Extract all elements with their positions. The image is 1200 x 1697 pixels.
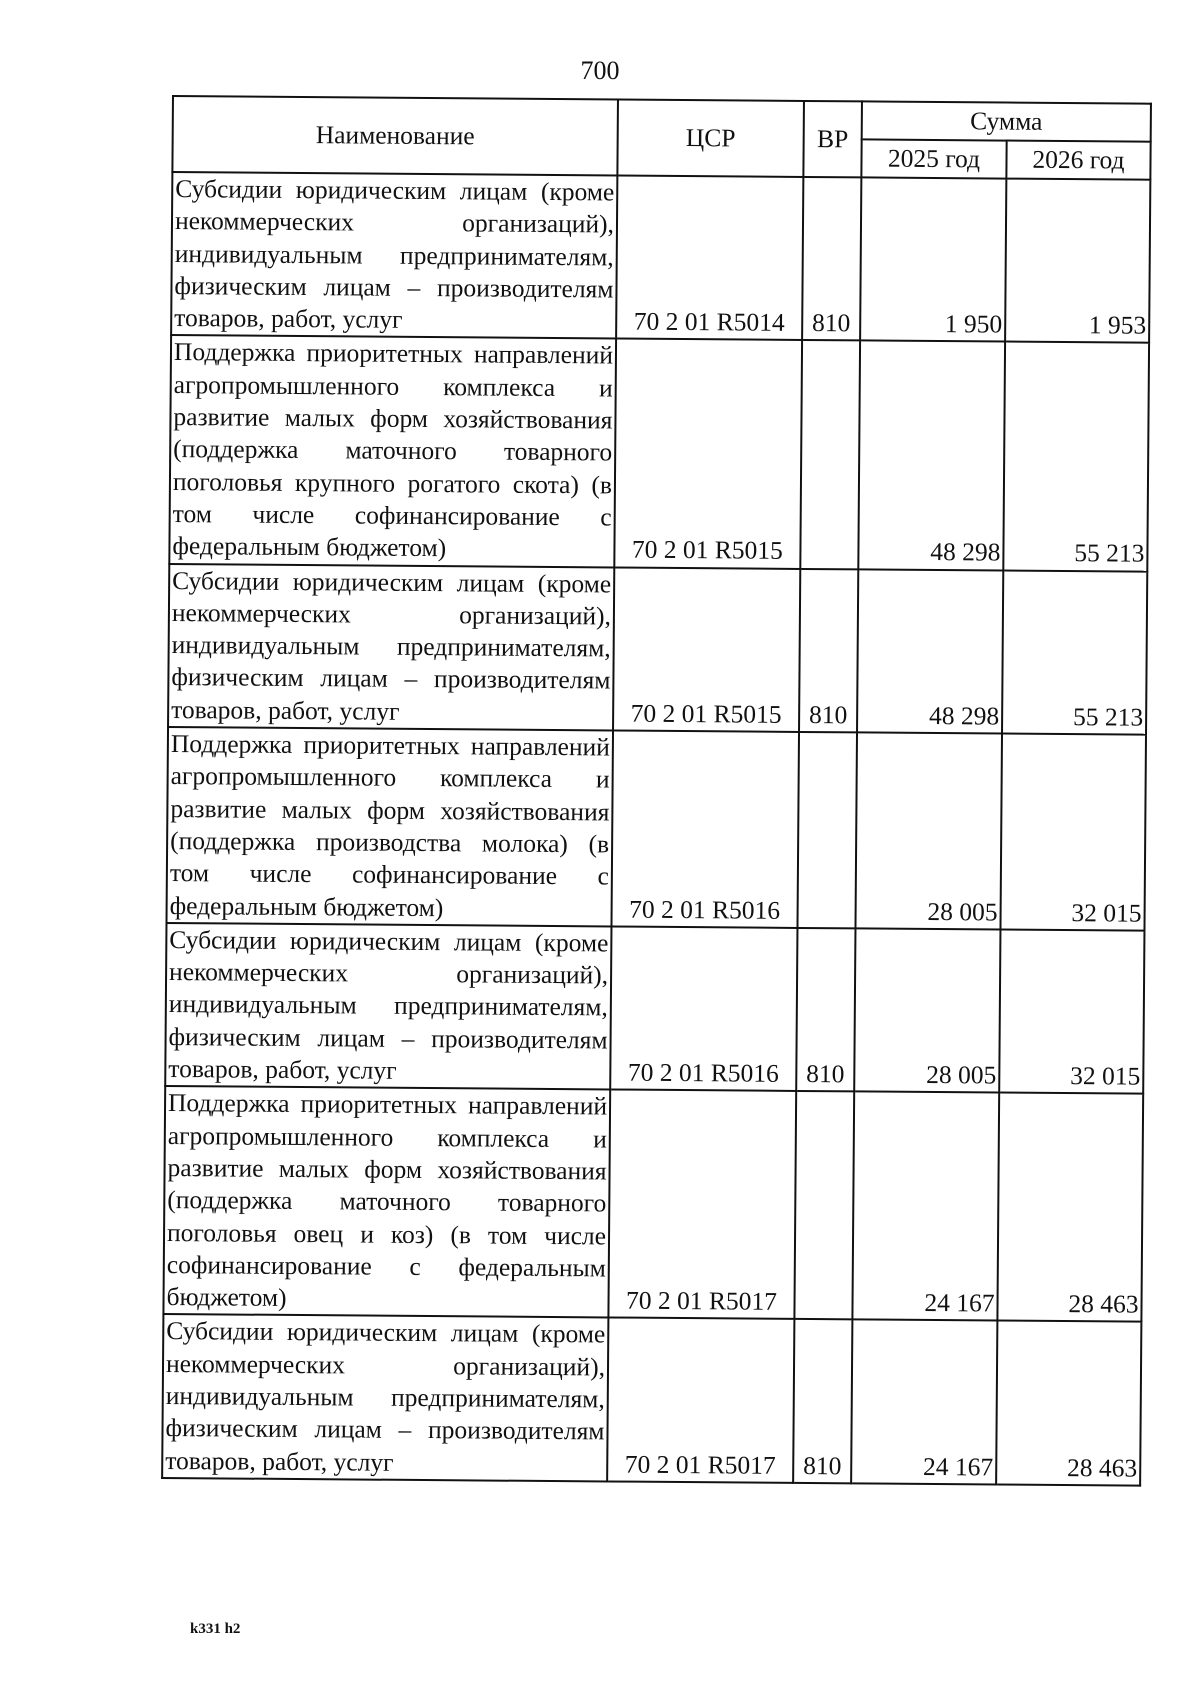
footer-document-code: k331 h2 — [190, 1621, 241, 1637]
table-row — [165, 923, 1144, 1094]
table-row — [166, 727, 1146, 930]
header-year-2026: 2026 год — [1006, 141, 1150, 180]
row-csr: 70 2 01 R5016 — [611, 731, 799, 928]
header-csr: ЦСР — [617, 100, 804, 177]
page-number: 700 — [580, 56, 620, 85]
table-header — [172, 96, 1151, 180]
row-amount-2025: 48 298 — [857, 569, 1003, 734]
row-amount-2026: 1 953 — [1005, 179, 1150, 344]
row-name: Субсидии юридическим лицам (кроме некоммерческих организаций), индивидуальным предпринимателям, физическим лицам – производителям товаров, работ, услуг — [162, 1314, 608, 1481]
row-amount-2026: 55 213 — [1003, 342, 1149, 571]
row-name: Поддержка приоритетных направлений агропромышленного комплекса и развитие малых форм хозяйствования (поддержка производства молока) (в том числе софинансирование с федеральным бюджетом) — [166, 727, 613, 926]
row-amount-2025: 1 950 — [860, 177, 1006, 342]
row-name: Поддержка приоритетных направлений агропромышленного комплекса и развитие малых форм хозяйствования (поддержка маточного товарного поголовья овец и коз) (в том числе софинансирование с федеральным бюджетом) — [163, 1086, 610, 1318]
row-vr: 810 — [799, 569, 858, 733]
header-sum: Сумма — [862, 101, 1151, 141]
row-vr — [794, 1091, 854, 1320]
row-amount-2026: 28 463 — [996, 1321, 1141, 1486]
row-vr — [797, 732, 857, 928]
row-amount-2026: 28 463 — [997, 1093, 1143, 1322]
table-row — [169, 335, 1149, 571]
row-amount-2025: 24 167 — [851, 1320, 997, 1485]
table-row — [168, 564, 1147, 735]
row-name: Субсидии юридическим лицам (кроме некоммерческих организаций), индивидуальным предпринимателям, физическим лицам – производителям товаров, работ, услуг — [165, 923, 611, 1090]
row-csr: 70 2 01 R5016 — [610, 926, 797, 1091]
row-amount-2025: 48 298 — [858, 341, 1005, 570]
row-name: Поддержка приоритетных направлений агропромышленного комплекса и развитие малых форм хозяйствования (поддержка маточного товарного поголовья крупного рогатого скота) (в том числе софинансирование с федеральным бюджетом) — [169, 335, 616, 567]
row-amount-2025: 28 005 — [854, 928, 1000, 1093]
table-row — [163, 1086, 1143, 1322]
row-amount-2025: 28 005 — [855, 732, 1002, 929]
row-amount-2026: 32 015 — [999, 929, 1144, 1094]
row-csr: 70 2 01 R5017 — [607, 1318, 794, 1483]
row-name: Субсидии юридическим лицам (кроме некоммерческих организаций), индивидуальным предпринимателям, физическим лицам – производителям товаров, работ, услуг — [171, 172, 617, 339]
row-amount-2026: 32 015 — [1000, 734, 1146, 931]
row-vr: 810 — [796, 928, 855, 1092]
row-csr: 70 2 01 R5015 — [613, 567, 800, 732]
header-year-2025: 2025 год — [861, 139, 1006, 178]
table-row — [171, 172, 1150, 343]
row-csr: 70 2 01 R5017 — [608, 1090, 796, 1320]
header-vr: ВР — [803, 101, 862, 177]
row-amount-2026: 55 213 — [1002, 570, 1147, 735]
row-csr: 70 2 01 R5015 — [614, 339, 802, 569]
header-name: Наименование — [172, 96, 618, 175]
budget-table — [161, 95, 1152, 1487]
row-vr: 810 — [793, 1319, 852, 1483]
row-csr: 70 2 01 R5014 — [616, 176, 803, 341]
row-name: Субсидии юридическим лицам (кроме некоммерческих организаций), индивидуальным предпринимателям, физическим лицам – производителям товаров, работ, услуг — [168, 564, 614, 731]
row-vr — [800, 340, 860, 569]
table-body — [162, 172, 1150, 1486]
table-row — [162, 1314, 1141, 1485]
row-amount-2025: 24 167 — [852, 1092, 999, 1321]
row-vr: 810 — [802, 177, 861, 341]
